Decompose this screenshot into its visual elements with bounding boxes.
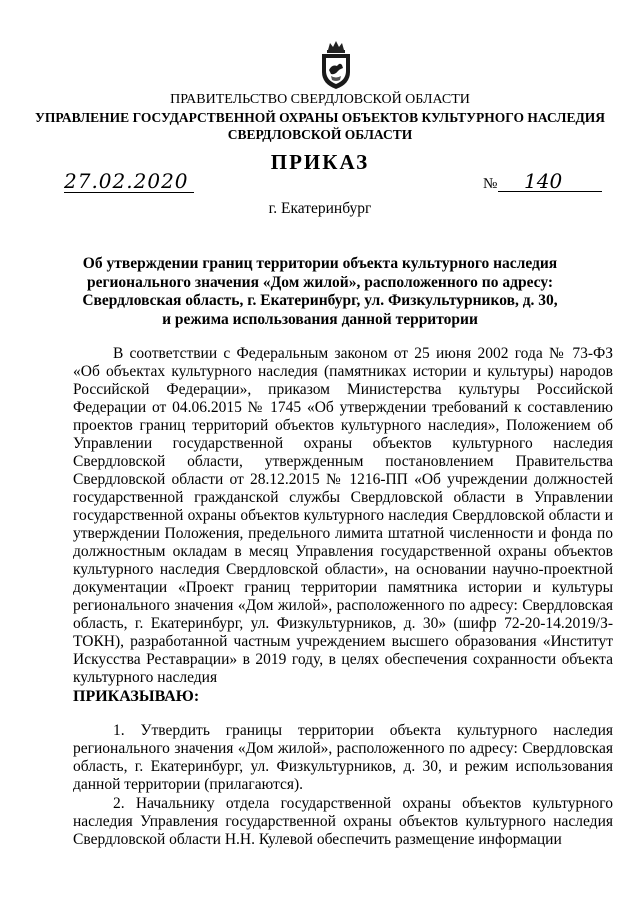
order-date: 27.02.2020 [64,170,194,193]
subject-line-3: Свердловская область, г. Екатеринбург, ул. Физкультурников, д. 30, [82,292,558,309]
government-name: ПРАВИТЕЛЬСТВО СВЕРДЛОВСКОЙ ОБЛАСТИ [170,92,470,107]
subject-line-1: Об утверждении границ территории объекта культурного наследия [82,255,558,272]
order-subject [60,255,580,329]
department-line-1: УПРАВЛЕНИЕ ГОСУДАРСТВЕННОЙ ОХРАНЫ ОБЪЕКТОВ КУЛЬТУРНОГО НАСЛЕДИЯ [34,110,606,125]
order-number: 140 [498,170,602,192]
order-item-2: 2. Начальнику отдела государственной охраны объектов культурного наследия Управления государственной охраны объектов культурного наследия Свердловской области Н.Н. Кулевой обеспечить размещение информации [73,795,613,848]
coat-of-arms-icon [318,40,354,90]
subject-line-2: регионального значения «Дом жилой», расположенного по адресу: [86,273,554,291]
order-number-label: № [483,176,498,192]
preamble-paragraph: В соответствии с Федеральным законом от 25 июня 2002 года № 73-ФЗ «Об объектах культурного наследия (памятниках истории и культуры) народов Российской Федерации», приказом Министерства культуры Российской Федерации от 04.06.2015 № 1745 «Об утверждении требований к составлению проектов границ территорий объектов культурного наследия», Положением об Управлении государственной охраны объектов культурного наследия Свердловской области, утвержденным постановлением Правительства Свердловской области от 28.12.2015 № 1216-ПП «Об учреждении должностей государственной гражданской службы Свердловской области в Управлении государственной охраны объектов культурного наследия Свердловской области и утверждении Положения, предельного лимита штатной численности и фонда по должностным окладам в месяц Управления государственной охраны объектов культурного наследия Свердловской области», на основании научно-проектной документации «Проект границ территории памятника истории и культуры регионального значения «Дом жилой», расположенного по адресу: Свердловская область, г. Екатеринбург, ул. Физкультурников, д. 30» (шифр 72-20-14.2019/З-ТОКН), разработанной частным учреждением высшего образования «Институт Искусства Реставрации» в 2019 году, в целях обеспечения сохранности объекта культурного наследия [73,345,613,686]
department-line-2: СВЕРДЛОВСКОЙ ОБЛАСТИ [227,127,413,142]
order-item-1: 1. Утвердить границы территории объекта культурного наследия регионального значения «Дом жилой», расположенного по адресу: Свердловская область, г. Екатеринбург, ул. Физкультурников, д. 30, и режим использования данной территории (прилагаются). [73,722,613,793]
department-name [0,109,640,143]
document-type: ПРИКАЗ [270,150,370,174]
subject-line-4: и режима использования данной территории [162,310,478,328]
city: г. Екатеринбург [268,200,372,217]
order-directive: ПРИКАЗЫВАЮ: [73,688,200,705]
